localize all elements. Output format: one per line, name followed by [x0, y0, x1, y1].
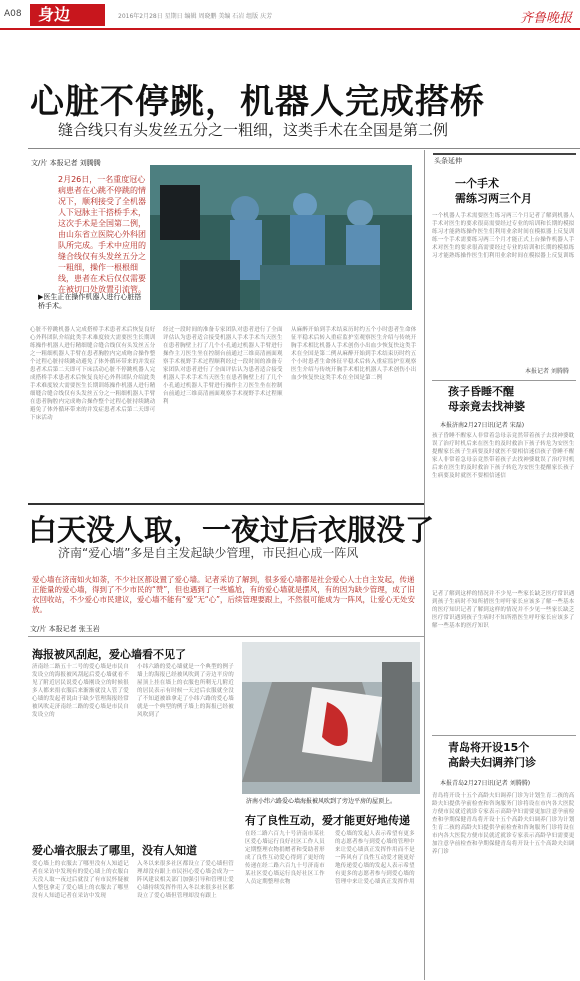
newspaper-logo: 齐鲁晚报 — [520, 11, 573, 26]
subheadline-story2: 济南“爱心墙”多是自主发起缺少管理，市民担心成一阵风 — [58, 546, 359, 560]
subhead-story2-a: 海报被风刮起，爱心墙看不见了 — [32, 648, 186, 661]
body-text-story1-col3: 从麻醉开始到手术结束历时约五个小时患者生命体征平稳术后转入重症监护室观察医生介绍与传统开胸手术相比机器人手术创伤小出血少恢复快这类手术在全国是第二例从麻醉开始到手术结束历时约五个小时患者生命体征平稳术后转入重症监护室观察医生介绍与传统开胸手术相比机器人手术创伤小出血少恢复快这类手术在全国是第二例 — [291, 327, 417, 381]
lead-story1: 2月26日，一名重度冠心病患者在心跳不停跳的情况下，顺利接受了全机器人下冠脉主干搭桥手术，这次手术是全国第二例，由山东省立医院心外科团队所完成。手术中应用的缝合线仅有头发丝五分之一粗细，操作一根根细线，患者在术后仅仅需要在被切口处放置引流管。 — [58, 175, 146, 294]
love-wall-photo — [242, 642, 420, 794]
body-text-story2-col6: 入冬以来很多社区都设立了爱心墙但管理却没有跟上市民担心爱心墙会成为一阵风建议相关部门加强引导和管理让爱心墙持续发挥作用入冬以来很多社区都设立了爱心墙但管理却没有跟上 — [137, 861, 234, 899]
sidebar-text-2b: 记者了解到这样的情况并不少见一些家长缺乏医疗常识遇到孩子生病时不知所措医生呼吁家长应该多了解一些基本的医疗知识记者了解到这样的情况并不少见一些家长缺乏医疗常识遇到孩子生病时不知所措医生呼吁家长应该多了解一些基本的医疗知识 — [432, 591, 575, 629]
body-text-story2-col2: 小纬六路的爱心墙就是一个典型的例子墙上的海报已经被风吹到了旁边平房的屋顶上挂在墙上的衣服也所剩无几附近的居民表示有时候一天过后衣服就全没了不知道被谁拿走了小纬六路的爱心墙就是一个典型的例子墙上的海报已经被风吹到了 — [137, 664, 234, 718]
sidebar-byline-3: 本报青岛2月27日讯(记者 刘腾腾) — [440, 780, 531, 787]
page-number: A08 — [4, 9, 22, 19]
lead-story2: 爱心墙在济南如火如荼，不少社区都设置了爱心墙。记者采访了解到，很多爱心墙都是社会爱心人士自主发起，传递正能量的爱心墙，得到了不少市民的“赞”，但也遇到了一些尴尬，有的爱心墙就是摆风，有的因为缺少管理，成了旧衣回收站，不少爱心市民建议，爱心墙不能有“爱”无“心”，后续管理要跟上，不然很可能成为一阵风，让爱心无处安放。 — [32, 575, 416, 614]
sidebar-text-3: 青岛将开设十五个高龄夫妇调养门诊为计划生育二孩的高龄夫妇提供孕前检查和咨询服务门诊将设在市内各大医院方便市民就近就诊专家表示高龄孕妇需要更加注意孕前检查和孕期保健青岛将开设十五个高龄夫妇调养门诊为计划生育二孩的高龄夫妇提供孕前检查和咨询服务门诊将设在市内各大医院方便市民就近就诊专家表示高龄孕妇需要更加注意孕前检查和孕期保健青岛将开设十五个高龄夫妇调养门诊 — [432, 793, 575, 855]
sidebar-label: 头条延伸 — [434, 157, 462, 165]
surgery-photo — [150, 165, 412, 310]
byline-story2: 文/片 本报记者 张玉岩 — [30, 625, 100, 633]
section-name: 身边 — [30, 4, 105, 26]
sidebar-headline-3: 青岛将开设15个 高龄夫妇调养门诊 — [448, 741, 536, 769]
body-text-story1-col1: 心脏不停跳机器人完成搭桥手术患者术后恢复良好心外科团队介绍此类手术难度较大需要医生长期训练操作机器人进行精细缝合缝合线仅有头发丝五分之一粗细机器人手臂在患者胸腔内完成吻合操作整个过程心脏持续跳动避免了体外循环带来的并发症患者术后第二天即可下床活动心脏不停跳机器人完成搭桥手术患者术后恢复良好心外科团队介绍此类手术难度较大需要医生长期训练操作机器人进行精细缝合缝合线仅有头发丝五分之一粗细机器人手臂在患者胸腔内完成吻合操作整个过程心脏持续跳动避免了体外循环带来的并发症患者术后第二天即可下床活动 — [30, 327, 156, 421]
sidebar-text-2: 孩子昏睡不醒家人非常着急母亲竟然带着孩子去找神婆耽误了治疗时机后来在医生的及时救治下孩子转危为安医生提醒家长孩子生病要及时就医不要相信迷信孩子昏睡不醒家人非常着急母亲竟然带着孩子去找神婆耽误了治疗时机后来在医生的及时救治下孩子转危为安医生提醒家长孩子生病要及时就医不要相信迷信 — [432, 433, 575, 479]
headline-story1: 心脏不停跳，机器人完成搭桥 — [30, 82, 485, 122]
photo-caption-story1: ▶医生正在操作机器人进行心脏搭桥手术。 — [38, 293, 142, 310]
sidebar-headline-1: 一个手术 需练习两三个月 — [455, 177, 532, 205]
sidebar-text-1: 一个机器人手术需要医生练习两三个月记者了解到机器人手术对医生的要求很高需要经过专业的培训和长期的模拟练习才能熟练操作医生们利用业余时间在模拟器上反复训练一个手术需要练习两三个月才能正式上台操作机器人手术对医生的要求很高需要经过专业的培训和长期的模拟练习才能熟练操作医生们利用业余时间在模拟器上反复训练 — [432, 213, 575, 259]
body-text-story2-col4: 爱心墙的发起人表示希望有更多的志愿者参与到爱心墙的管理中来让爱心墙真正发挥作用而不是一阵风有了良性互动爱才能更好地传递爱心墙的发起人表示希望有更多的志愿者参与到爱心墙的管理中来让爱心墙真正发挥作用 — [335, 831, 415, 885]
sidebar-headline-2: 孩子昏睡不醒 母亲竟去找神婆 — [448, 385, 525, 413]
sidebar-author-1: 本报记者 刘腾腾 — [525, 368, 569, 375]
subhead-story2-c: 爱心墙衣服去了哪里，没有人知道 — [32, 844, 197, 857]
body-text-story2-col5: 爱心墙上的衣服去了哪里没有人知道记者在采访中发现有的爱心墙上的衣服白天没人取一夜过后就没了有市民怀疑被人整包拿走了爱心墙上的衣服去了哪里没有人知道记者在采访中发现 — [32, 861, 129, 899]
sidebar-byline-2: 本报济南2月27日讯(记者 宋磊) — [440, 422, 525, 429]
subheadline-story1: 缝合线只有头发丝五分之一粗细，这类手术在全国是第二例 — [58, 121, 449, 139]
love-wall-photo-art — [242, 642, 420, 794]
byline-story1: 文/片 本报记者 刘腾腾 — [31, 159, 101, 167]
header-meta: 2016年2月28日 星期日 编辑 周晓鹏 美编 石岩 组版 庆芳 — [118, 13, 273, 20]
subhead-story2-b: 有了良性互动，爱才能更好地传递 — [245, 814, 410, 827]
body-text-story2-col3: 在经二路六百九十号济南市某社区爱心墙运行良好社区工作人员定期整理衣物捐赠者和受助者形成了良性互动爱心得到了更好的传递在经二路六百九十号济南市某社区爱心墙运行良好社区工作人员定期整理衣物 — [245, 831, 325, 885]
body-text-story2-col1: 济南经二路五十二号的爱心墙是市民自发设立的海报被风刮起后爱心墙就看不见了附近居民说爱心墙刚设立的时候很多人都来捐衣服后来渐渐就没人管了爱心墙的发起者说由于缺少管理海报经常被风吹走济南经二路的爱心墙是市民自发设立的 — [32, 664, 129, 718]
headline-story2: 白天没人取，一夜过后衣服没了 — [28, 513, 435, 547]
photo-caption-story2: 济南小纬六路爱心墙海报被风吹到了旁边平房的屋顶上。 — [246, 798, 397, 805]
body-text-story1-col2: 经过一段时间的准备专家团队对患者进行了全面评估认为患者适合接受机器人手术手术当天医生在患者胸壁上打了几个小孔通过机器人手臂进行操作主刀医生坐在控制台前通过三维高清画面观察手术视野手术过程顺利经过一段时间的准备专家团队对患者进行了全面评估认为患者适合接受机器人手术手术当天医生在患者胸壁上打了几个小孔通过机器人手臂进行操作主刀医生坐在控制台前通过三维高清画面观察手术视野手术过程顺利 — [163, 327, 283, 405]
surgery-photo-art — [150, 165, 412, 310]
